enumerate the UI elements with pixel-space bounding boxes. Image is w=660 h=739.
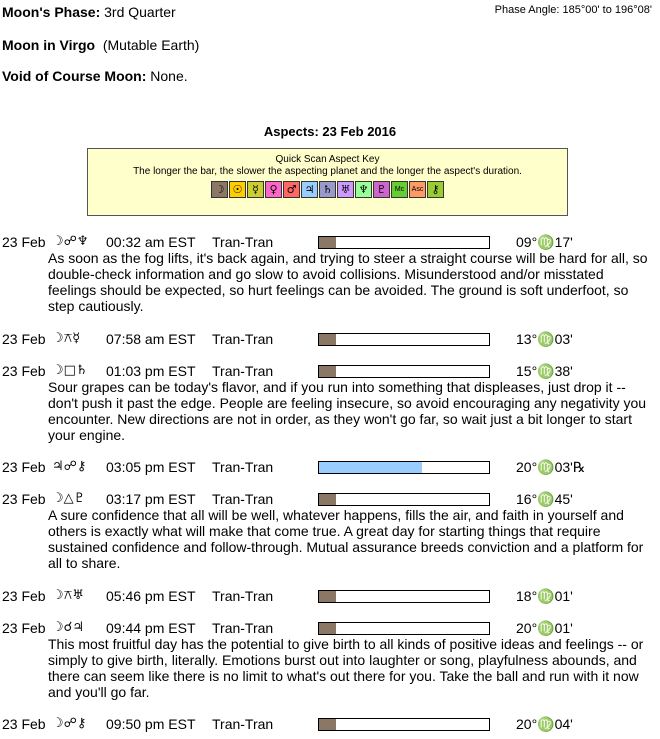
key-chip-icon: ☿ (247, 181, 264, 198)
key-chip-icon: ♆ (355, 181, 372, 198)
aspect-duration-bar (318, 461, 490, 474)
aspect-interpretation: This most fruitful day has the potential to give birth to all kinds of positive ideas and feelings -- or simply to give birth, literally. Emotions burst out into laughter or song, playfulness abounds, and there can seem like there is no limit to what's out there for you. Take the ball and run with it now and you'll go far. (48, 636, 644, 700)
aspect-type: Tran-Tran (212, 716, 274, 732)
key-chip-icon: ⚷ (427, 181, 444, 198)
aspect-duration-fill (319, 462, 422, 473)
aspect-time: 07:58 am EST (106, 331, 196, 347)
aspect-degree: 18°♍01' (516, 588, 573, 604)
aspect-date: 23 Feb (2, 363, 46, 379)
aspect-degree: 16°♍45' (516, 491, 573, 507)
aspect-duration-bar (318, 333, 490, 346)
aspect-interpretation: A sure confidence that all will be well, whatever happens, fills the air, and faith in yourself and others is exactly what will make that come true. A great day for starting things that require sustained confidence and follow-through. Mutual assurance breeds conviction and a platform for all to share. (48, 507, 644, 571)
aspect-type: Tran-Tran (212, 491, 274, 507)
aspect-glyphs: ☽⚻☿ (52, 331, 81, 346)
aspects-title: Aspects: 23 Feb 2016 (263, 124, 397, 139)
key-chip-icon: ♃ (301, 181, 318, 198)
key-chip-icon: Asc (409, 181, 426, 198)
key-chip-icon: ♄ (319, 181, 336, 198)
aspect-glyphs: ☽☍⚷ (52, 716, 87, 731)
aspect-date: 23 Feb (2, 588, 46, 604)
aspect-date: 23 Feb (2, 491, 46, 507)
aspect-duration-bar (318, 718, 490, 731)
void-of-course-label: Void of Course Moon: (2, 68, 147, 84)
moon-phase-label: Moon's Phase: (2, 4, 101, 20)
aspect-interpretation: Sour grapes can be today's flavor, and if you run into something that displeases, just drop it -- don't push it past the edge. People are feeling insecure, so avoid encouraging any negativity you encounter. New directions are not in order, as they won't go far, so wait just a bit longer to start your engine. (48, 379, 647, 443)
void-of-course-value: None. (150, 68, 188, 84)
aspect-time: 00:32 am EST (106, 234, 196, 250)
aspect-type: Tran-Tran (212, 363, 274, 379)
aspect-row (0, 459, 660, 475)
moon-phase-line (2, 4, 176, 20)
aspect-type: Tran-Tran (212, 588, 274, 604)
aspect-key-title: Quick Scan Aspect Key (275, 154, 380, 165)
aspect-time: 09:50 pm EST (106, 716, 196, 732)
aspect-entry (0, 716, 660, 732)
moon-sign-label: Moon in Virgo (2, 37, 96, 53)
aspect-date: 23 Feb (2, 620, 46, 636)
aspect-duration-bar (318, 236, 490, 249)
aspect-key-description: The longer the bar, the slower the aspecting planet and the longer the aspect's duration. (133, 166, 522, 177)
aspect-row (0, 491, 660, 507)
aspect-key-box (87, 148, 568, 216)
aspect-row (0, 331, 660, 347)
aspect-duration-fill (319, 623, 336, 634)
aspect-duration-bar (318, 493, 490, 506)
aspect-duration-fill (319, 494, 336, 505)
key-chip-icon: ♅ (337, 181, 354, 198)
moon-phase-value: 3rd Quarter (104, 4, 176, 20)
void-of-course-line (2, 68, 188, 84)
aspect-type: Tran-Tran (212, 234, 274, 250)
aspect-key-chips (88, 181, 567, 198)
aspect-duration-bar (318, 622, 490, 635)
moon-sign-element: (Mutable Earth) (102, 37, 200, 53)
aspect-duration-fill (319, 366, 336, 377)
aspect-entry (0, 491, 660, 571)
aspect-duration-bar (318, 365, 490, 378)
aspect-glyphs: ☽☌♃ (52, 620, 85, 635)
key-chip-icon: ♂ (283, 181, 300, 198)
aspect-duration-fill (319, 334, 336, 345)
aspect-degree: 20°♍01' (516, 620, 573, 636)
aspect-degree: 20°♍03'℞ (516, 459, 586, 475)
moon-sign-line (2, 37, 199, 53)
aspect-duration-fill (319, 719, 336, 730)
aspect-time: 05:46 pm EST (106, 588, 196, 604)
aspect-entry (0, 588, 660, 604)
aspect-duration-fill (319, 237, 336, 248)
key-chip-icon: ♇ (373, 181, 390, 198)
aspect-type: Tran-Tran (212, 331, 274, 347)
aspect-glyphs: ♃☍⚷ (52, 459, 87, 474)
aspect-entry (0, 363, 660, 443)
aspect-row (0, 716, 660, 732)
aspect-entry (0, 620, 660, 700)
key-chip-icon: ☉ (229, 181, 246, 198)
aspect-type: Tran-Tran (212, 620, 274, 636)
aspect-time: 09:44 pm EST (106, 620, 196, 636)
aspect-duration-bar (318, 590, 490, 603)
aspect-glyphs: ☽☍♆ (52, 234, 89, 249)
aspect-glyphs: ☽□♄ (52, 363, 88, 378)
aspect-row (0, 588, 660, 604)
aspect-row (0, 234, 660, 250)
aspect-date: 23 Feb (2, 716, 46, 732)
key-chip-icon: Mc (391, 181, 408, 198)
aspect-date: 23 Feb (2, 234, 46, 250)
aspect-glyphs: ☽△♇ (52, 491, 86, 506)
aspect-degree: 13°♍03' (516, 331, 573, 347)
aspect-type: Tran-Tran (212, 459, 274, 475)
phase-angle: Phase Angle: 185°00' to 196°08' (494, 4, 652, 16)
aspect-date: 23 Feb (2, 331, 46, 347)
aspect-duration-fill (319, 591, 336, 602)
aspect-entry (0, 331, 660, 347)
aspect-interpretation: As soon as the fog lifts, it's back again, and trying to steer a straight course will be hard for all, so double-check information and go slow to avoid collisions. Misunderstood and/or misstated feelings should be expected, so hurt feelings can be avoided. The ground is soft underfoot, so step cautiously. (48, 250, 648, 314)
aspect-row (0, 363, 660, 379)
key-chip-icon: ♀ (265, 181, 282, 198)
key-chip-icon: ☽ (211, 181, 228, 198)
aspect-time: 01:03 pm EST (106, 363, 196, 379)
aspect-glyphs: ☽⚻♅ (52, 588, 84, 603)
aspect-row (0, 620, 660, 636)
aspect-degree: 15°♍38' (516, 363, 573, 379)
aspect-degree: 09°♍17' (516, 234, 573, 250)
aspect-degree: 20°♍04' (516, 716, 573, 732)
aspect-entry (0, 459, 660, 475)
aspect-time: 03:05 pm EST (106, 459, 196, 475)
aspect-date: 23 Feb (2, 459, 46, 475)
aspect-time: 03:17 pm EST (106, 491, 196, 507)
aspect-entry (0, 234, 660, 314)
